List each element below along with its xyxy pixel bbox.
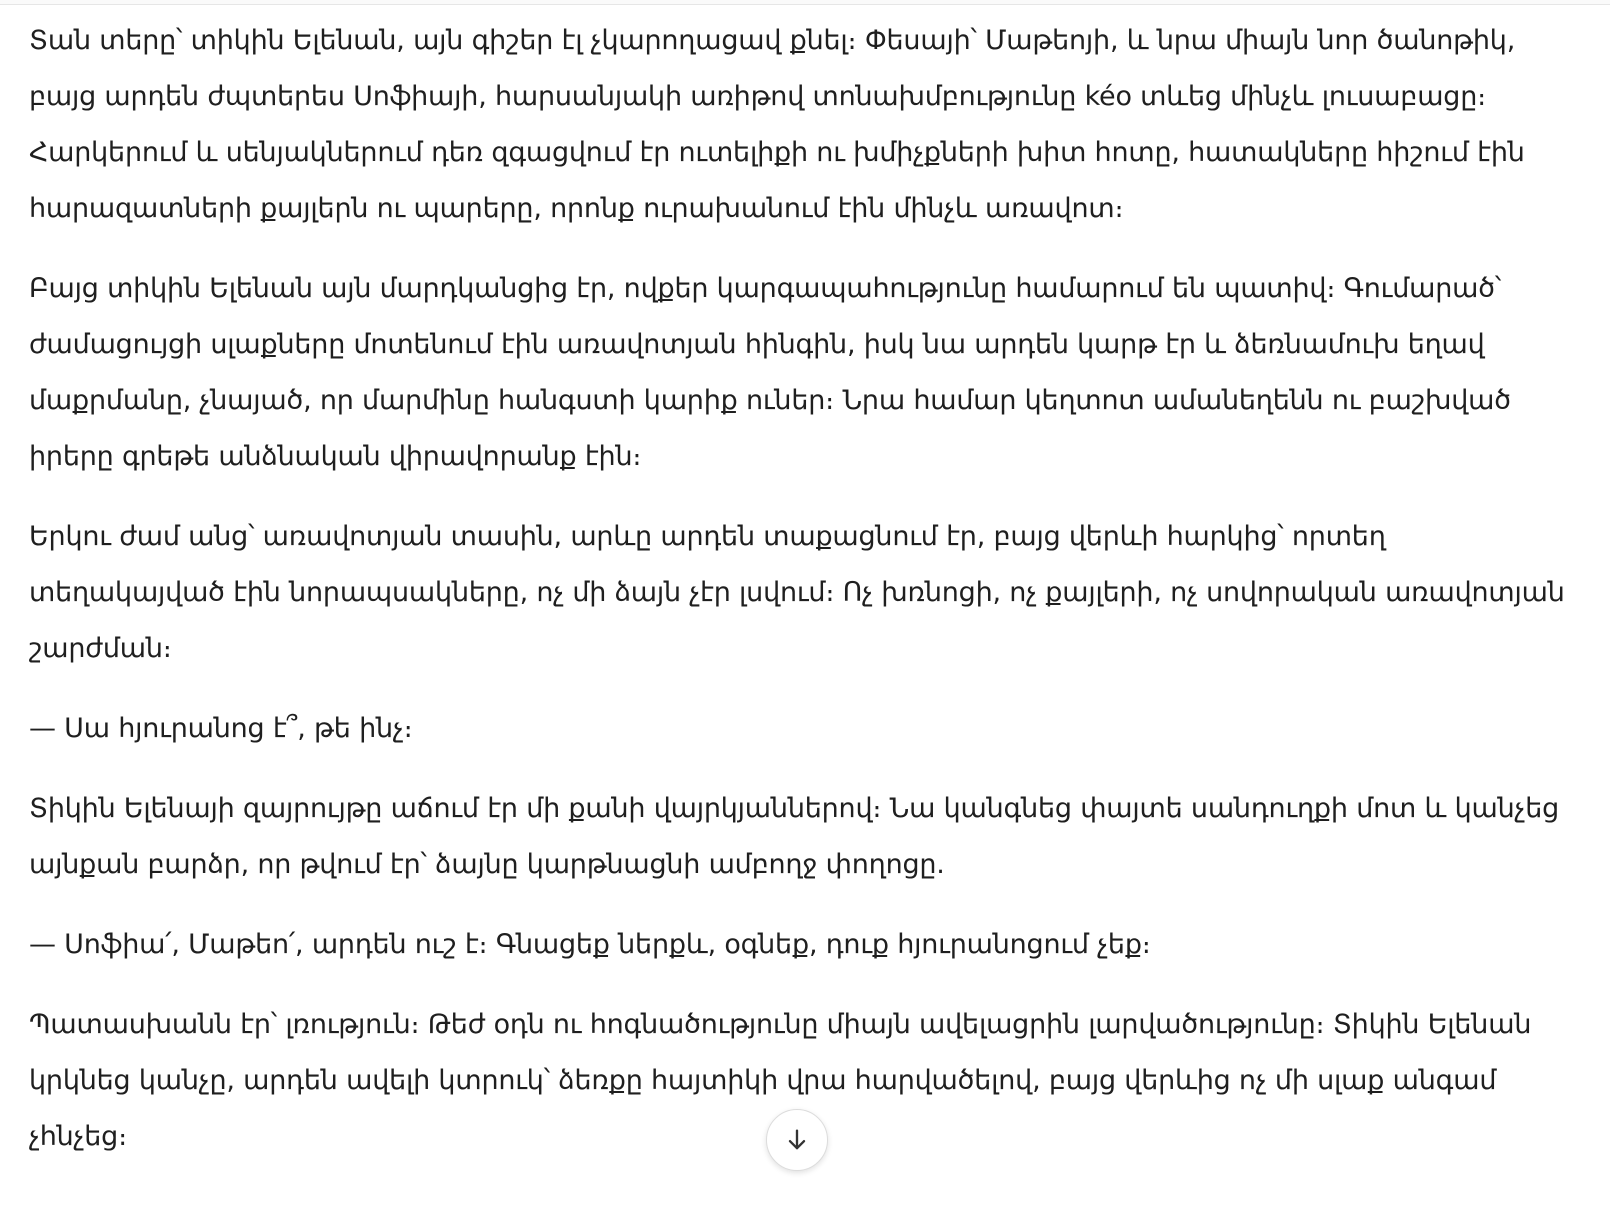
article-body — [29, 13, 1569, 1189]
paragraph-3: Երկու ժամ անց՝ առավոտյան տասին, արևը արդեն տաքացնում էր, բայց վերևի հարկից՝ որտեղ տեղակայված էին նորապսակները, ոչ մի ձայն չէր լսվում։ Ոչ խռնոցի, ոչ քայլերի, ոչ սովորական առավոտյան շարժման։ — [29, 521, 1565, 664]
paragraph-7: Պատասխանն էր՝ լռություն։ Թեժ օդն ու հոգնածությունը միայն ավելացրին լարվածությունը։ Տիկին Ելենան կրկնեց կանչը, արդեն ավելի կտրուկ՝ ձեռքը հայտիկի վրա հարվածելով, բայց վերևից ոչ մի սլաք անգամ չհնչեց։ — [29, 1009, 1532, 1152]
paragraph-1: Տան տերը՝ տիկին Ելենան, այն գիշեր էլ չկարողացավ քնել։ Փեսայի՝ Մաթեոյի, և նրա միայն նոր ծանոթիկ, բայց արդեն ժպտերես Սոֆիայի, հարսանյակի առիթով տոնախմբությունը kéo տևեց մինչև լուսաբացը։ Հարկերում և սենյակներում դեռ զգացվում էր ուտելիքի ու խմիչքների խիտ հոտը, հատակները հիշում էին հարազատների քայլերն ու պարերը, որոնք ուրախանում էին մինչև առավոտ։ — [29, 25, 1525, 224]
top-divider — [0, 0, 1610, 5]
paragraph-6-dialogue: — Սոֆիա՛, Մաթեո՛, արդեն ուշ է։ Գնացեք ներքև, օգնեք, դուք հյուրանոցում չեք։ — [29, 929, 1151, 960]
paragraph-4-dialogue: — Սա հյուրանոց է՞, թե ինչ։ — [29, 713, 413, 744]
paragraph-5: Տիկին Ելենայի զայրույթը աճում էր մի քանի վայրկյաններով։ Նա կանգնեց փայտե սանդուղքի մոտ և կանչեց այնքան բարձր, որ թվում էր՝ ձայնը կարթնացնի ամբողջ փողոցը. — [29, 793, 1560, 880]
scroll-to-bottom-button[interactable] — [766, 1109, 828, 1171]
arrow-down-icon — [783, 1126, 811, 1154]
paragraph-2: Բայց տիկին Ելենան այն մարդկանցից էր, ովքեր կարգապահությունը համարում են պատիվ։ Գումարած՝ ժամացույցի սլաքները մոտենում էին առավոտյան հինգին, իսկ նա արդեն կարթ էր և ձեռնամուխ եղավ մաքրմանը, չնայած, որ մարմինը հանգստի կարիք ուներ։ Նրա համար կեղտոտ ամանեղենն ու բաշխված իրերը գրեթե անձնական վիրավորանք էին։ — [29, 273, 1511, 472]
